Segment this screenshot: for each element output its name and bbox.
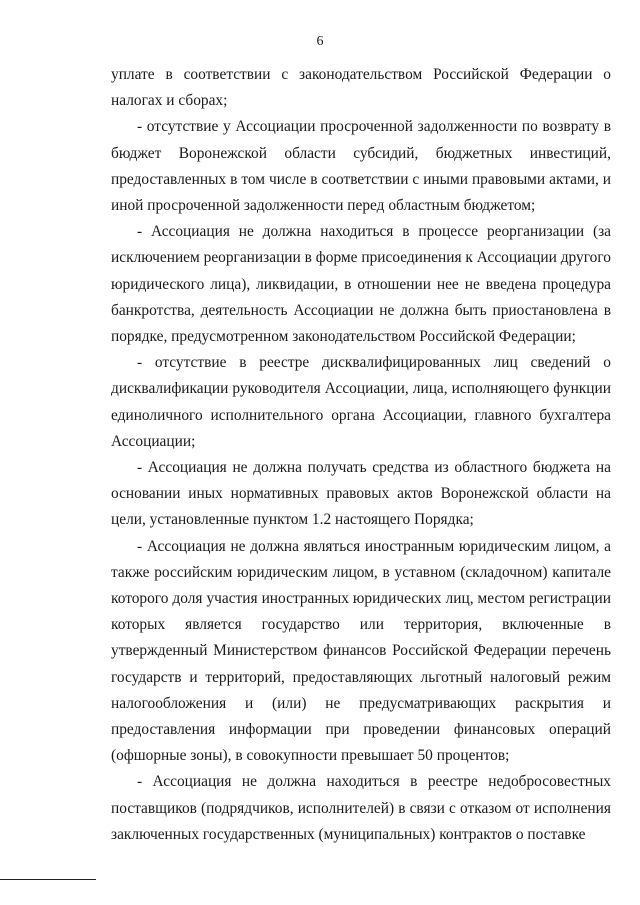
paragraph-not-foreign-entity: - Ассоциация не должна являться иностранным юридическим лицом, а также российским юридическим лицом, в уставном (складочном) капитале которого доля участия иностранных юридических лиц, местом регистрации которых является государство или территория, включенные в утвержденный Министерством финансов Российской Федерации перечень государств и территорий, предоставляющих льготный налоговый режим налогообложения и (или) не предусматривающих раскрытия и предоставления информации при проведении финансовых операций (офшорные зоны), в совокупности превышает 50 процентов; [111, 537, 611, 765]
page-number: 6 [316, 34, 324, 49]
document-body [111, 62, 611, 848]
paragraph-no-other-budget-funds: - Ассоциация не должна получать средства из областного бюджета на основании иных нормативных правовых актов Воронежской области на цели, установленные пунктом 1.2 настоящего Порядка; [111, 459, 611, 529]
paragraph-not-in-unfair-suppliers-registry: - Ассоциация не должна находиться в реестре недобросовестных поставщиков (подрядчиков, исполнителей) в связи с отказом от исполнения заключенных государственных (муниципальных) контрактов о поставке [111, 773, 611, 843]
footer-divider [0, 879, 96, 880]
paragraph-continuation: уплате в соответствии с законодательством Российской Федерации о налогах и сборах; [111, 66, 611, 110]
paragraph-no-disqualified-persons: - отсутствие в реестре дисквалифицированных лиц сведений о дисквалификации руководителя Ассоциации, лица, исполняющего функции единоличного исполнительного органа Ассоциации, главного бухгалтера Ассоциации; [111, 354, 611, 450]
paragraph-no-reorganization: - Ассоциация не должна находиться в процессе реорганизации (за исключением реорганизации в форме присоединения к Ассоциации другого юридического лица), ликвидации, в отношении нее не введена процедура банкротства, деятельность Ассоциации не должна быть приостановлена в порядке, предусмотренном законодательством Российской Федерации; [111, 223, 611, 346]
paragraph-no-overdue-debt: - отсутствие у Ассоциации просроченной задолженности по возврату в бюджет Воронежской области субсидий, бюджетных инвестиций, предоставленных в том числе в соответствии с иными правовыми актами, и иной просроченной задолженности перед областным бюджетом; [111, 118, 611, 215]
